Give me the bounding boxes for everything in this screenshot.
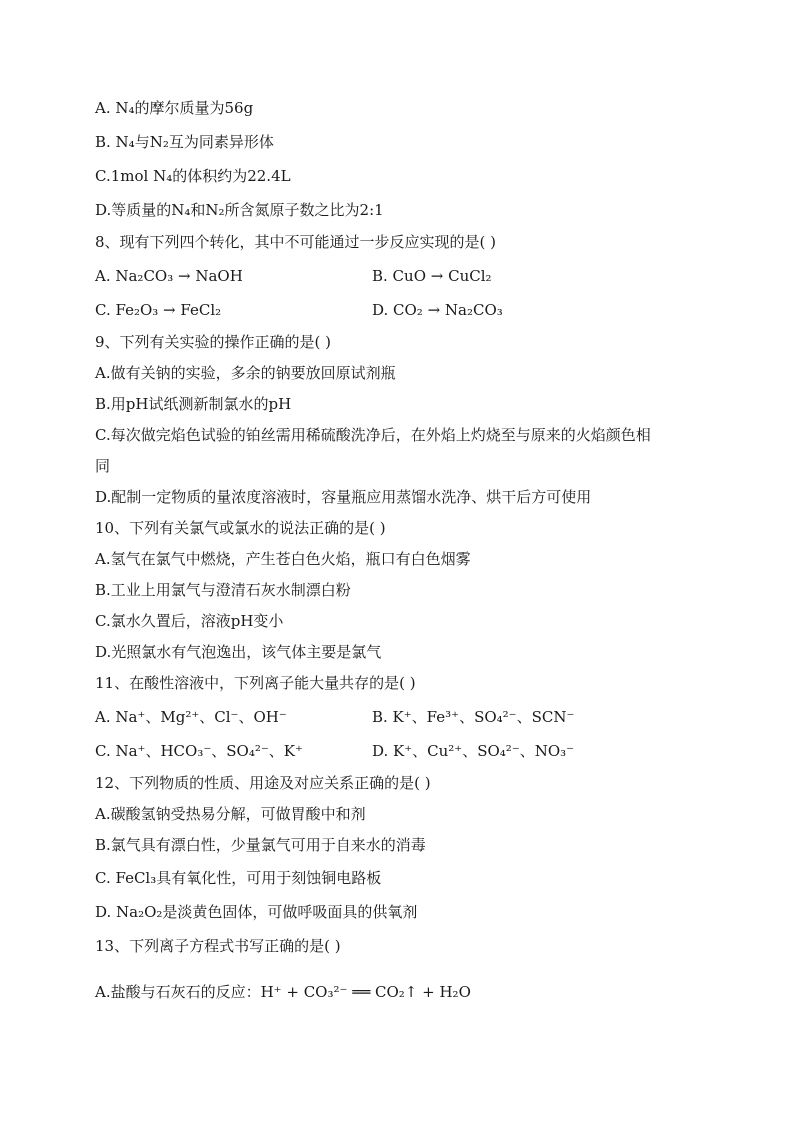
- q9-option-c-line2: 同: [95, 457, 111, 475]
- q9-option-a: A.做有关钠的实验，多余的钠要放回原试剂瓶: [95, 364, 396, 382]
- q13-option-a: A.盐酸与石灰石的反应：H⁺ + CO₃²⁻ ══ CO₂↑ + H₂O: [95, 983, 471, 1001]
- q10-stem: 10、下列有关氯气或氯水的说法正确的是( ): [95, 519, 386, 537]
- q12-stem: 12、下列物质的性质、用途及对应关系正确的是( ): [95, 774, 431, 792]
- q12-option-c: C. FeCl₃具有氧化性，可用于刻蚀铜电路板: [95, 869, 382, 887]
- q13-stem: 13、下列离子方程式书写正确的是( ): [95, 937, 341, 955]
- q12-option-d: D. Na₂O₂是淡黄色固体，可做呼吸面具的供氧剂: [95, 903, 418, 921]
- q11-option-d: D. K⁺、Cu²⁺、SO₄²⁻、NO₃⁻: [372, 742, 575, 760]
- q10-option-a: A.氢气在氯气中燃烧，产生苍白色火焰，瓶口有白色烟雾: [95, 550, 471, 568]
- q10-option-b: B.工业上用氯气与澄清石灰水制漂白粉: [95, 581, 351, 599]
- q11-stem: 11、在酸性溶液中，下列离子能大量共存的是( ): [95, 674, 416, 692]
- q8-option-d: D. CO₂ → Na₂CO₃: [372, 301, 503, 319]
- q10-option-c: C.氯水久置后，溶液pH变小: [95, 612, 284, 630]
- q9-option-d: D.配制一定物质的量浓度溶液时，容量瓶应用蒸馏水洗净、烘干后方可使用: [95, 488, 592, 506]
- q8-option-c: C. Fe₂O₃ → FeCl₂: [95, 301, 222, 319]
- q8-option-a: A. Na₂CO₃ → NaOH: [95, 267, 243, 285]
- q11-option-a: A. Na⁺、Mg²⁺、Cl⁻、OH⁻: [95, 708, 287, 726]
- q8-option-b: B. CuO → CuCl₂: [372, 267, 492, 285]
- q9-stem: 9、下列有关实验的操作正确的是( ): [95, 333, 332, 351]
- q7-option-d: D.等质量的N₄和N₂所含氮原子数之比为2:1: [95, 201, 384, 219]
- q8-stem: 8、现有下列四个转化，其中不可能通过一步反应实现的是( ): [95, 233, 497, 251]
- q11-option-b: B. K⁺、Fe³⁺、SO₄²⁻、SCN⁻: [372, 708, 575, 726]
- q12-option-b: B.氯气具有漂白性，少量氯气可用于自来水的消毒: [95, 836, 426, 854]
- q7-option-c: C.1mol N₄的体积约为22.4L: [95, 167, 291, 185]
- q11-option-c: C. Na⁺、HCO₃⁻、SO₄²⁻、K⁺: [95, 742, 303, 760]
- q9-option-b: B.用pH试纸测新制氯水的pH: [95, 395, 292, 413]
- q12-option-a: A.碳酸氢钠受热易分解，可做胃酸中和剂: [95, 805, 366, 823]
- q7-option-a: A. N₄的摩尔质量为56g: [95, 99, 254, 117]
- q9-option-c-line1: C.每次做完焰色试验的铂丝需用稀硫酸洗净后，在外焰上灼烧至与原来的火焰颜色相: [95, 426, 651, 444]
- q7-option-b: B. N₄与N₂互为同素异形体: [95, 133, 274, 151]
- q10-option-d: D.光照氯水有气泡逸出，该气体主要是氯气: [95, 643, 382, 661]
